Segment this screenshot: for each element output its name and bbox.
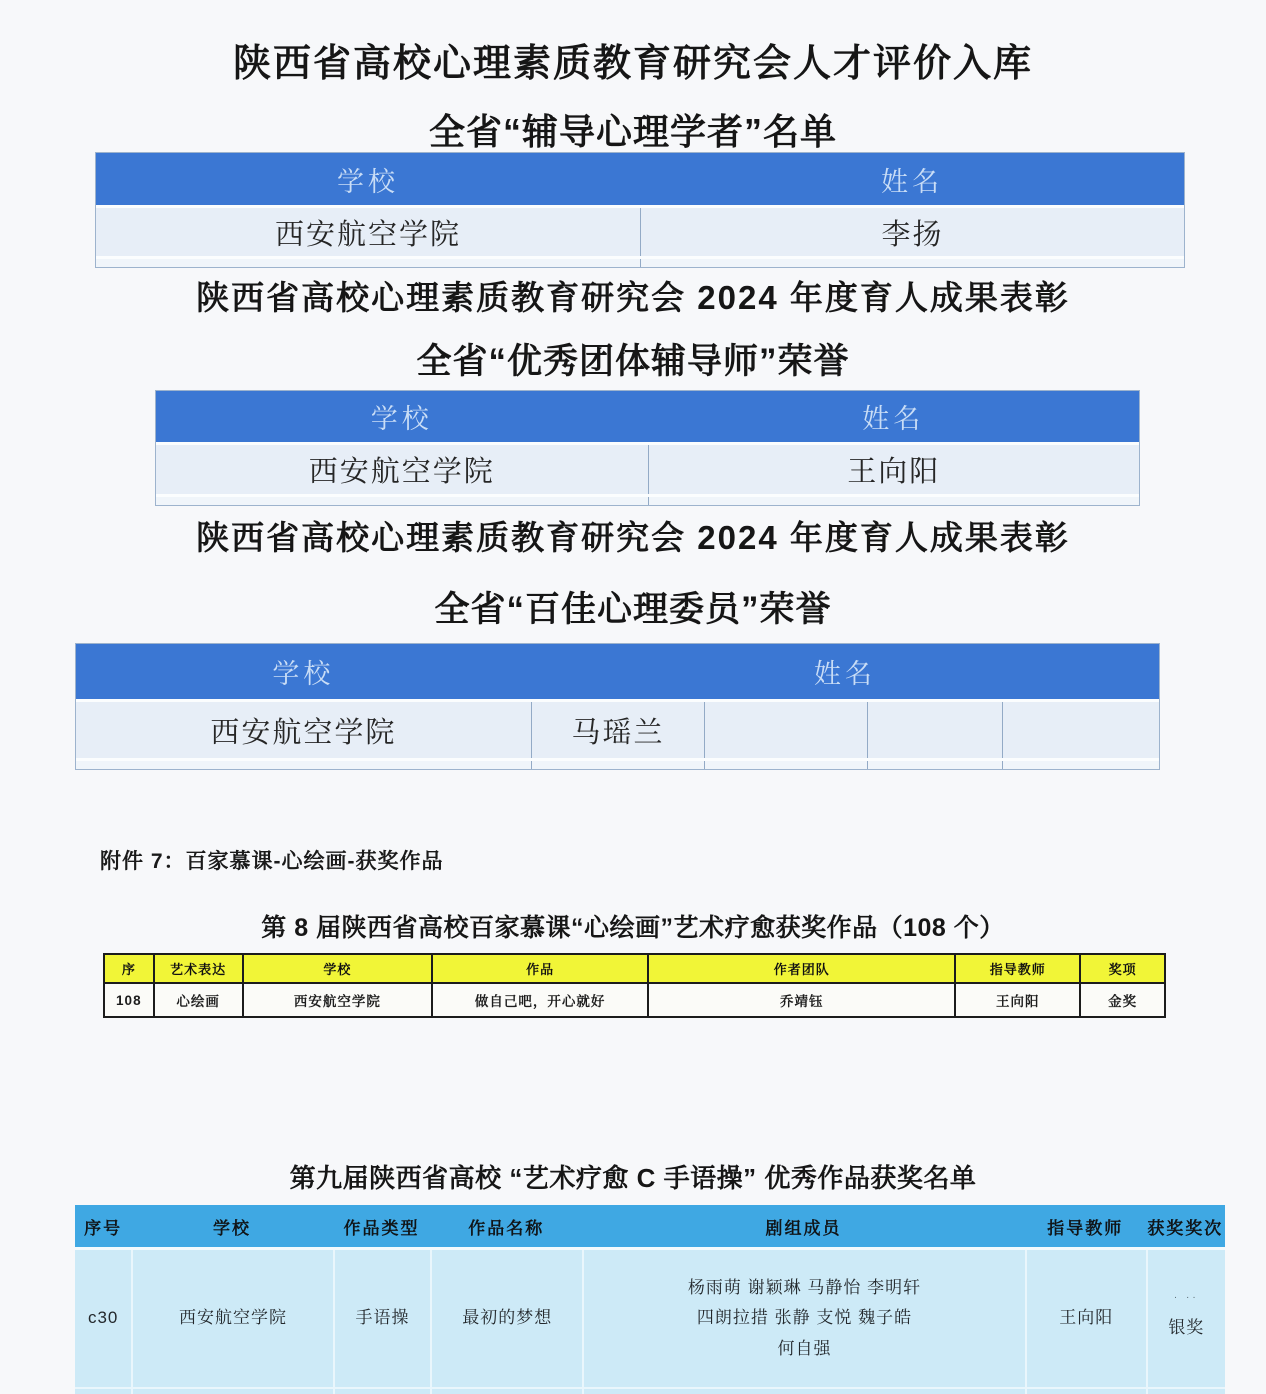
partial-cell bbox=[333, 1389, 431, 1394]
partial-cell bbox=[156, 497, 648, 505]
cell-art-form: 心绘画 bbox=[153, 984, 242, 1016]
cell-name: 王向阳 bbox=[648, 445, 1140, 494]
table-row bbox=[156, 442, 1139, 494]
partial-cell bbox=[640, 259, 1184, 267]
sign-language-awards-title: 第九届陕西省高校 “艺术疗愈 C 手语操” 优秀作品获奖名单 bbox=[289, 1163, 977, 1193]
table-row bbox=[75, 1247, 1225, 1387]
table-header-row bbox=[96, 153, 1184, 205]
header-cell-school: 学校 bbox=[212, 1218, 251, 1238]
members-line: 四朗拉措 张静 支悦 魏子皓 bbox=[696, 1308, 913, 1328]
cell-advisor: 王向阳 bbox=[954, 984, 1079, 1016]
header-cell-name: 姓名 bbox=[881, 166, 943, 197]
partial-cell bbox=[76, 761, 531, 769]
header-cell-work-name: 作品名称 bbox=[468, 1218, 545, 1238]
table-row bbox=[105, 984, 1164, 1016]
partial-cell bbox=[867, 761, 1002, 769]
cell-award: 金奖 bbox=[1079, 984, 1164, 1016]
table-partial-row bbox=[76, 758, 1159, 769]
header-cell-author-team: 作者团队 bbox=[647, 955, 954, 982]
table-partial-row bbox=[75, 1387, 1225, 1394]
achievement-2024-title-1: 陕西省高校心理素质教育研究会 2024 年度育人成果表彰 bbox=[196, 279, 1070, 316]
cell-serial: c30 bbox=[87, 1308, 119, 1328]
cell-name: 李扬 bbox=[640, 208, 1184, 256]
table-partial-row bbox=[156, 494, 1139, 505]
table-header-row bbox=[105, 955, 1164, 984]
partial-cell bbox=[131, 1389, 332, 1394]
cell-empty bbox=[704, 702, 866, 758]
mooc-awards-title: 第 8 届陕西省高校百家慕课“心绘画”艺术疗愈获奖作品（108 个） bbox=[261, 914, 1005, 942]
cell-advisor: 王向阳 bbox=[1025, 1250, 1146, 1387]
header-cell-work-type: 作品类型 bbox=[343, 1218, 420, 1238]
cell-author-team: 乔靖钰 bbox=[647, 984, 954, 1016]
partial-cell bbox=[1146, 1389, 1225, 1394]
cell-work: 做自己吧，开心就好 bbox=[431, 984, 647, 1016]
header-cell-school: 学校 bbox=[242, 955, 432, 982]
table-header-row bbox=[156, 391, 1139, 442]
work-name-text: 最初的梦想 bbox=[462, 1308, 553, 1328]
header-cell-name: 姓名 bbox=[862, 404, 925, 434]
attachment-7-label: 附件 7：百家慕课-心绘画-获奖作品 bbox=[100, 850, 444, 873]
header-cell-art-form: 艺术表达 bbox=[153, 955, 242, 982]
members-line: 杨雨萌 谢颖琳 马静怡 李明轩 bbox=[687, 1277, 922, 1297]
partial-cell bbox=[648, 497, 1140, 505]
cell-empty bbox=[867, 702, 1002, 758]
talent-db-title: 陕西省高校心理素质教育研究会人才评价入库 bbox=[232, 43, 1033, 85]
partial-cell bbox=[430, 1389, 582, 1394]
cell-school: 西安航空学院 bbox=[131, 1250, 332, 1387]
psych-committee-table bbox=[75, 643, 1160, 770]
header-cell-cast-members: 剧组成员 bbox=[765, 1218, 842, 1238]
table-header-row bbox=[76, 644, 1159, 699]
group-counselor-subtitle: 全省“优秀团体辅导师”荣誉 bbox=[416, 342, 850, 381]
partial-cell bbox=[582, 1389, 1025, 1394]
members-line: 何自强 bbox=[777, 1338, 832, 1358]
header-cell-index: 序 bbox=[121, 962, 136, 977]
partial-cell bbox=[704, 761, 866, 769]
cell-award-level bbox=[1146, 1250, 1225, 1387]
header-cell-serial: 序号 bbox=[84, 1218, 123, 1238]
header-cell-work: 作品 bbox=[431, 955, 647, 982]
cell-school: 西安航空学院 bbox=[242, 984, 432, 1016]
cell-work-name bbox=[430, 1250, 582, 1387]
psych-committee-subtitle: 全省“百佳心理委员”荣誉 bbox=[434, 590, 832, 629]
table-partial-row bbox=[96, 256, 1184, 267]
header-cell-school: 学校 bbox=[337, 166, 399, 197]
cell-name: 马瑶兰 bbox=[531, 702, 704, 758]
mooc-awards-table bbox=[103, 953, 1166, 1018]
cell-cast-members bbox=[582, 1250, 1025, 1387]
cell-school: 西安航空学院 bbox=[308, 456, 495, 488]
header-cell-advisor: 指导教师 bbox=[1047, 1218, 1124, 1238]
partial-cell bbox=[96, 259, 640, 267]
table-row bbox=[76, 699, 1159, 758]
achievement-2024-title-2: 陕西省高校心理素质教育研究会 2024 年度育人成果表彰 bbox=[196, 519, 1070, 556]
partial-cell bbox=[75, 1389, 131, 1394]
header-cell-name: 姓名 bbox=[813, 659, 876, 689]
cell-school: 西安航空学院 bbox=[210, 716, 397, 749]
header-cell-advisor: 指导教师 bbox=[954, 955, 1079, 982]
partial-cell bbox=[1002, 761, 1159, 769]
cell-empty bbox=[1002, 702, 1159, 758]
cell-index: 108 bbox=[116, 992, 142, 1008]
group-counselor-table bbox=[155, 390, 1140, 506]
counseling-scholar-subtitle: 全省“辅导心理学者”名单 bbox=[428, 111, 837, 152]
header-cell-award-level: 获奖奖次 bbox=[1147, 1218, 1224, 1238]
header-cell-school: 学校 bbox=[370, 404, 433, 434]
header-cell-award: 奖项 bbox=[1079, 955, 1164, 982]
table-row bbox=[96, 205, 1184, 256]
table-header-row bbox=[75, 1205, 1225, 1247]
sign-language-awards-table bbox=[75, 1205, 1225, 1394]
header-cell-school: 学校 bbox=[272, 659, 335, 689]
partial-cell bbox=[1025, 1389, 1146, 1394]
award-dots-artifact: · ·· bbox=[1173, 1292, 1199, 1304]
award-text: 银奖 bbox=[1168, 1318, 1205, 1338]
cell-school: 西安航空学院 bbox=[274, 218, 461, 251]
cell-work-type: 手语操 bbox=[333, 1250, 431, 1387]
partial-cell bbox=[531, 761, 704, 769]
counseling-scholar-table bbox=[95, 152, 1185, 268]
